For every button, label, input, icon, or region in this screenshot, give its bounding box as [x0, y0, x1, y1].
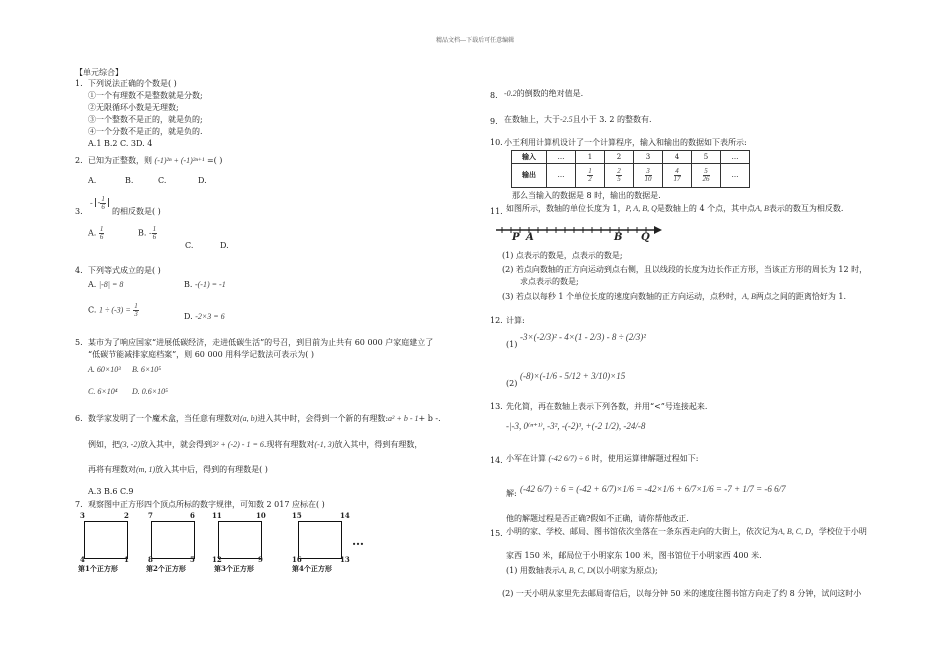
q4-d-label: D.: [184, 312, 193, 321]
q3-a-den: 6: [99, 233, 104, 241]
q3-b-num: 1: [152, 225, 157, 233]
cell: 输出: [512, 164, 547, 188]
q1-option: ①一个有理数不是整数就是分数;: [88, 91, 203, 100]
q12-part1: (1): [506, 340, 518, 349]
out-num: 2: [617, 167, 621, 175]
q11-text: (3) 若点以每秒 1 个单位长度的速度向数轴的正方向运动，点秒时，: [502, 292, 743, 301]
q4-choice-c: C. 1 ÷ (-3) = $\frac{1}{3}$: [88, 302, 138, 318]
q1-choices: A.1 B.2 C. 3D. 4: [88, 139, 153, 148]
square-corner: 16: [292, 555, 302, 564]
out-den: 26: [702, 175, 710, 183]
q14-number: 14.: [490, 456, 503, 465]
cell: 5: [692, 151, 721, 164]
out-den: 17: [673, 175, 681, 183]
q11-number-line: [494, 222, 664, 246]
page-header-note: 精品文档---下载后可任意编辑: [436, 37, 515, 44]
q2-expression: (-1)²ⁿ + (-1)²ⁿ⁺¹: [154, 156, 205, 165]
q3-choice-b-label: B.: [138, 228, 147, 238]
q15-points: A, B, C, D: [778, 527, 811, 536]
square-corner: 3: [80, 511, 85, 520]
q14-solution-label: 解:: [506, 489, 517, 498]
q6-pair: (a, b): [240, 414, 258, 423]
q6-text: + b -.: [418, 414, 441, 423]
q8-stem: 的倒数的绝对值是.: [516, 89, 584, 98]
square-label: 第3个正方形: [214, 564, 254, 573]
q2-choice-d: D.: [198, 176, 207, 185]
q10-stem: 小王利用计算机设计了一个计算程序，输入和输出的数据如下表所示:: [504, 138, 747, 147]
q3-minus-abs: - - $\frac{1}{6}$: [90, 196, 109, 211]
q4-b-expr: -(-1) = -1: [194, 280, 226, 289]
q2-choice-c: C.: [158, 176, 167, 185]
q6-line2: [88, 440, 422, 449]
square-label: 第2个正方形: [146, 564, 186, 573]
q6-example-pair: (3, -2): [120, 440, 140, 449]
out-den: 2: [588, 175, 592, 183]
q15-part1: [506, 566, 658, 575]
cell: …: [547, 164, 576, 188]
q14-text: 时，使用运算律解题过程如下:: [591, 454, 699, 463]
output-row: [512, 164, 750, 188]
axis-point-p: P: [512, 232, 520, 243]
q2-choice-a: A.: [88, 176, 97, 185]
q5-line1: 某市为了响应国家“进展低碳经济，走进低碳生活”的号召，到目前为止共有 60 000 户家庭建立了: [88, 338, 434, 347]
q11-text: 两点之间的距离恰好为 1.: [755, 292, 847, 301]
q15-line2: 家西 150 米，邮局位于小明家东 100 米，图书馆位于小明家西 400 米.: [506, 551, 762, 560]
q14-expression: (-42 6/7) ÷ 6: [548, 454, 590, 463]
q9-stem: 在数轴上，大于: [504, 115, 560, 124]
q4-number: 4.: [75, 266, 83, 275]
q4-c-expr: 1 ÷ (-3) =: [98, 305, 131, 315]
q3-choice-c: C.: [185, 241, 194, 250]
q11-part2-line2: 求点表示的数是;: [520, 277, 579, 286]
q3-stem: 的相反数是( ): [112, 207, 161, 216]
q4-b-label: B.: [184, 280, 193, 289]
square-shape: [298, 521, 342, 559]
axis-point-q: Q: [641, 232, 650, 243]
q5-choice-b: B. 6×10⁵: [132, 365, 162, 374]
q11-ab: A, B: [755, 204, 769, 213]
q3-choice-d: D.: [220, 241, 229, 250]
q4-d-expr: -2×3 = 6: [195, 312, 225, 321]
q10-after: 那么当输入的数据是 8 时，输出的数据是.: [512, 191, 661, 200]
q15-text: (以小明家为原点);: [592, 566, 658, 575]
cell: [634, 164, 663, 188]
q2-stem-tail: =( ): [206, 156, 223, 165]
square-corner: 5: [190, 555, 195, 564]
square-corner: 1: [124, 555, 129, 564]
section-title: 【单元综合】: [75, 68, 123, 77]
q1-number: 1.: [75, 79, 83, 88]
out-den: 5: [617, 175, 621, 183]
cell: 3: [634, 151, 663, 164]
square-shape: [84, 521, 128, 559]
q5-choice-c: C. 6×10⁴: [88, 387, 118, 396]
cell: [605, 164, 634, 188]
q15-text: (1) 用数轴表示: [506, 566, 560, 575]
q12-part2: (2): [506, 379, 518, 388]
square-corner: 7: [148, 511, 153, 520]
q2-choice-b: B.: [125, 176, 134, 185]
q14-after: 他的解题过程是否正确?假如不正确，请你帮他改正.: [506, 514, 689, 523]
q5-choice-a: A. 60×10³: [88, 365, 121, 374]
axis-point-a: A: [526, 232, 534, 243]
q6-number: 6.: [75, 414, 83, 423]
out-num: 3: [646, 167, 650, 175]
q3-choice-a-label: A.: [88, 228, 97, 238]
q4-choice-d: [184, 312, 225, 321]
q6-text: 再将有理数对: [88, 465, 136, 474]
cell: …: [721, 151, 750, 164]
q6-example-eq: 3² + (-2) - 1 = 6: [212, 440, 264, 449]
q4-choice-a: [88, 280, 123, 289]
q15-points: A, B, C, D: [559, 566, 593, 575]
q11-part3: [502, 292, 846, 301]
q5-line2: “低碳节能减排家庭档案”，则 60 000 用科学记数法可表示为( ): [88, 350, 315, 359]
q6-line3: [88, 465, 268, 474]
square-corner: 12: [212, 555, 222, 564]
square-label: 第4个正方形: [292, 564, 332, 573]
figure-ellipsis: …: [352, 534, 364, 548]
square-corner: 9: [258, 555, 263, 564]
q13-expression: -|-3, 0⁽ⁿ⁺¹⁾, -3², -(-2)³, +(-2 1/2), -24/-8: [506, 421, 646, 431]
q12-expr2: (-8)×(-1/6 - 5/12 + 3/10)×15: [520, 371, 626, 381]
q1-option: ③一个整数不是正的，就是负的;: [88, 115, 203, 124]
q4-a-expr: |-8| = 8: [98, 280, 124, 289]
square-corner: 13: [340, 555, 350, 564]
out-den: 10: [644, 175, 652, 183]
q3-choice-a: [88, 226, 104, 241]
q12-expr1: -3×(-2/3)² - 4×(1 - 2/3) - 8 ÷ (2/3)²: [520, 332, 646, 342]
q11-stem: [506, 204, 843, 213]
q14-text: 小军在计算: [506, 454, 546, 463]
q6-pair2: (-1, 3): [314, 440, 335, 449]
square-corner: 15: [292, 511, 302, 520]
q11-ab: A, B: [742, 292, 756, 301]
q1-stem: 下列说法正确的个数是( ): [88, 79, 177, 88]
q6-pair3: (m, 1): [136, 465, 156, 474]
q11-text: 表示的数互为相反数.: [768, 204, 844, 213]
square-corner: 4: [80, 555, 85, 564]
q8-number: 8.: [490, 91, 498, 100]
square-corner: 2: [124, 511, 129, 520]
q3-frac-den: 6: [101, 203, 105, 211]
q11-part1: (1) 点表示的数是，点表示的数是;: [502, 251, 623, 260]
q9-number: 9.: [490, 117, 498, 126]
q8-expression: -0.2: [504, 89, 517, 98]
q3-minus-sign: -: [90, 198, 93, 208]
axis-point-b: B: [614, 232, 623, 243]
q9-stem-tail: 且小于 3. 2 的整数有.: [572, 115, 652, 124]
square-shape: [151, 521, 195, 559]
q6-rule: a² + b - 1: [388, 414, 419, 423]
q9-expression: -2.5: [560, 115, 573, 124]
q11-number: 11.: [490, 207, 503, 216]
q6-text: 放入其中后，得到的有理数是( ): [155, 465, 268, 474]
q13-stem: 先化简，再在数轴上表示下列各数，并用“<”号连接起来.: [506, 402, 708, 411]
q7-stem: 观察图中正方形四个顶点所标的数字规律，可知数 2 017 应标在( ): [88, 500, 325, 509]
q14-solution: (-42 6/7) ÷ 6 = (-42 + 6/7)×1/6 = -42×1/6 + 6/7×1/6 = -7 + 1/7 = -6 6/7: [520, 484, 786, 494]
q11-text: 如图所示，数轴的单位长度为 1，: [506, 204, 626, 213]
q14-stem: [506, 454, 698, 463]
q15-line1: [506, 527, 867, 536]
cell: …: [721, 164, 750, 188]
cell: …: [547, 151, 576, 164]
square-corner: 10: [256, 511, 266, 520]
q15-text: 小明的家、学校、邮局、图书馆依次坐落在一条东西走向的大街上，依次记为: [506, 527, 778, 536]
q9-line: [504, 115, 652, 124]
cell: 1: [576, 151, 605, 164]
q3-a-num: 1: [99, 225, 104, 233]
q6-text: 例如，把: [88, 440, 120, 449]
q15-number: 15.: [490, 529, 503, 538]
square-corner: 6: [190, 511, 195, 520]
q6-text: 进入其中时，会得到一个新的有理数:: [257, 414, 389, 423]
square-shape: [218, 521, 262, 559]
out-num: 5: [704, 167, 708, 175]
q10-number: 10.: [490, 138, 503, 147]
q6-line1: [88, 414, 441, 423]
q2-stem-text: 已知为正整数，则: [88, 156, 152, 165]
cell: [663, 164, 692, 188]
q8-line: [504, 89, 583, 98]
q4-stem: 下列等式成立的是( ): [88, 266, 161, 275]
q15-part2: (2) 一天小明从家里先去邮局寄信后，以每分钟 50 米的速度往图书馆方向走了约 8 分钟，试问这时小: [502, 589, 862, 598]
q15-text: ，学校位于小明: [810, 527, 867, 536]
cell: [576, 164, 605, 188]
square-label: 第1个正方形: [78, 564, 118, 573]
q11-part2-line1: (2) 若点向数轴的正方向运动到点右侧，且以线段的长度为边长作正方形，当该正方形的周长为 12 时，: [502, 265, 868, 274]
q7-number: 7.: [75, 500, 83, 509]
q11-points: P, A, B, Q: [625, 204, 657, 213]
q2-number: 2.: [75, 156, 83, 165]
q11-text: 是数轴上的 4 个点，其中点: [656, 204, 756, 213]
square-corner: 8: [148, 555, 153, 564]
square-corner: 14: [340, 511, 350, 520]
q3-number: 3.: [75, 207, 83, 216]
out-num: 1: [588, 167, 592, 175]
cell: 4: [663, 151, 692, 164]
q3-frac-num: 1: [101, 195, 105, 203]
q10-io-table: [511, 150, 750, 188]
cell: 输入: [512, 151, 547, 164]
out-num: 4: [675, 167, 679, 175]
q4-a-label: A.: [88, 280, 97, 289]
input-row: [512, 151, 750, 164]
q1-option: ②无限循环小数是无理数;: [88, 103, 179, 112]
q12-stem: 计算:: [506, 316, 525, 325]
q6-text: 数学家发明了一个魔术盒，当任意有理数对: [88, 414, 240, 423]
q6-text: 放入其中，得到有理数，: [334, 440, 423, 449]
q13-number: 13.: [490, 402, 503, 411]
q6-choices: A.3 B.6 C.9: [88, 487, 134, 496]
q6-text: 放入其中，就会得到: [140, 440, 212, 449]
q4-c-label: C.: [88, 305, 97, 315]
q3-choice-b: B. - $\frac{1}{6}$: [138, 225, 157, 241]
q4-choice-b: [184, 280, 226, 289]
square-corner: 11: [212, 511, 222, 520]
q12-number: 12.: [490, 316, 503, 325]
q6-text: .现将有理数对: [263, 440, 315, 449]
q5-number: 5.: [75, 338, 83, 347]
q3-b-den: 6: [152, 233, 157, 241]
q5-choice-d: D. 0.6×10⁵: [132, 387, 168, 396]
q2-stem: [88, 156, 222, 165]
q1-option: ④一个分数不是正的，就是负的.: [88, 127, 203, 136]
cell: 2: [605, 151, 634, 164]
cell: [692, 164, 721, 188]
